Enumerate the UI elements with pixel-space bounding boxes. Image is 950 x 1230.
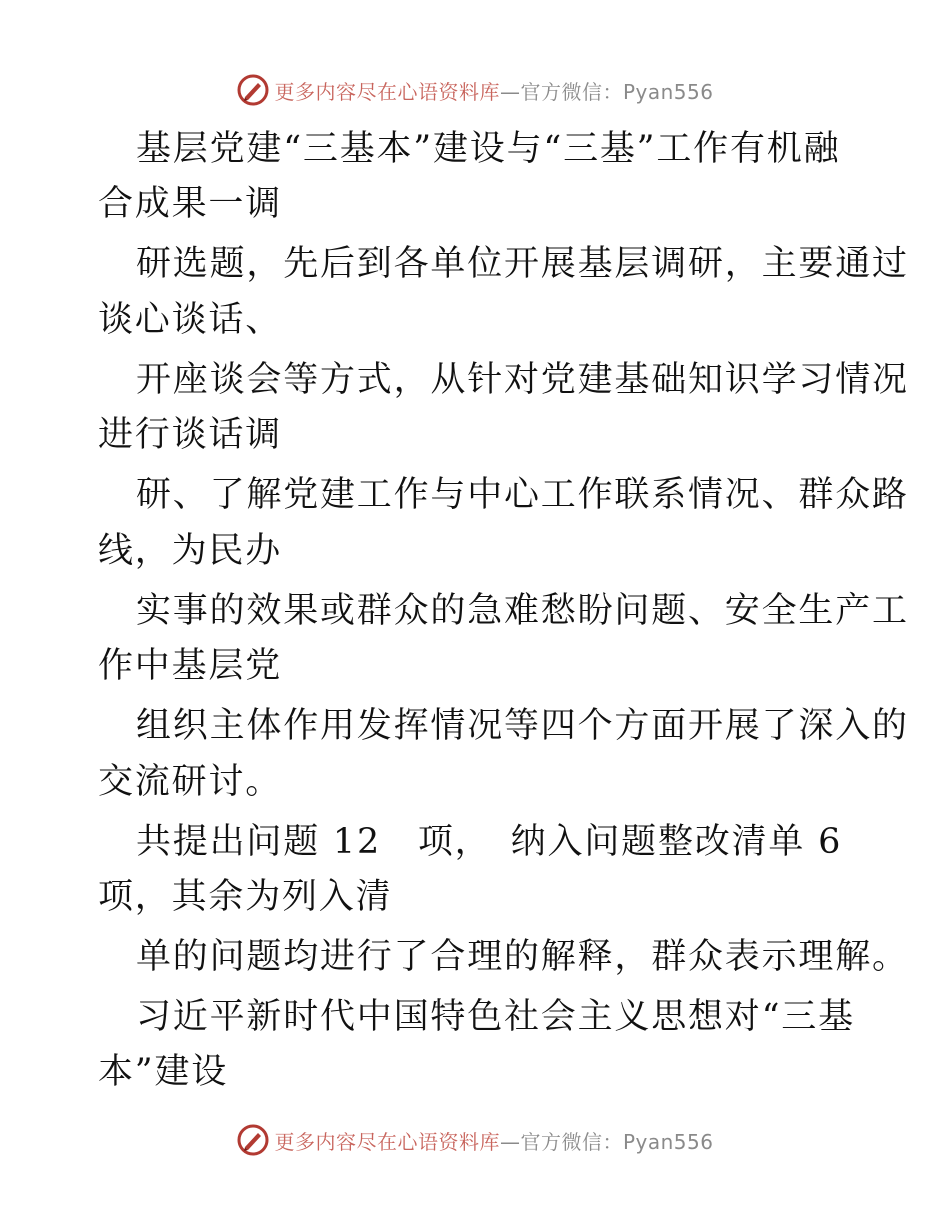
footer-watermark-banner [0,1120,950,1160]
body-line: 单的问题均进行了合理的解释，群众表示理解。 [136,937,909,977]
header-banner-main: 更多内容尽在心语资料库 [274,79,500,104]
body-line: 作中基层党 [98,646,283,686]
body-line: 习近平新时代中国特色社会主义思想对“三基 [136,997,855,1037]
footer-banner-sub: —官方微信：Pyan556 [499,1129,714,1154]
body-line: 合成果一调 [98,184,283,224]
body-line: 谈心谈话、 [98,300,283,340]
body-line: 共提出问题 12 项， 纳入问题整改清单 6 [136,822,843,862]
body-line: 项，其余为列入清 [98,877,393,917]
body-line: 研选题，先后到各单位开展基层调研，主要通过 [136,244,909,284]
header-banner-text [274,76,713,105]
body-line: 研、了解党建工作与中心工作联系情况、群众路 [136,475,909,515]
footer-banner-text [274,1126,713,1155]
header-watermark-banner [0,70,950,110]
header-banner-sub: —官方微信：Pyan556 [499,79,714,104]
body-line: 交流研讨。 [98,762,283,802]
body-line: 实事的效果或群众的急难愁盼问题、安全生产工 [136,591,909,631]
body-line: 组织主体作用发挥情况等四个方面开展了深入的 [136,706,909,746]
footer-banner-main: 更多内容尽在心语资料库 [274,1129,500,1154]
body-line: 线，为民办 [98,531,283,571]
body-line: 开座谈会等方式，从针对党建基础知识学习情况 [136,360,909,400]
body-line: 基层党建“三基本”建设与“三基”工作有机融 [136,129,841,169]
body-line: 进行谈话调 [98,415,283,455]
body-line: 本”建设 [98,1052,229,1092]
pen-logo-icon [236,73,270,107]
pen-logo-icon [236,1123,270,1157]
